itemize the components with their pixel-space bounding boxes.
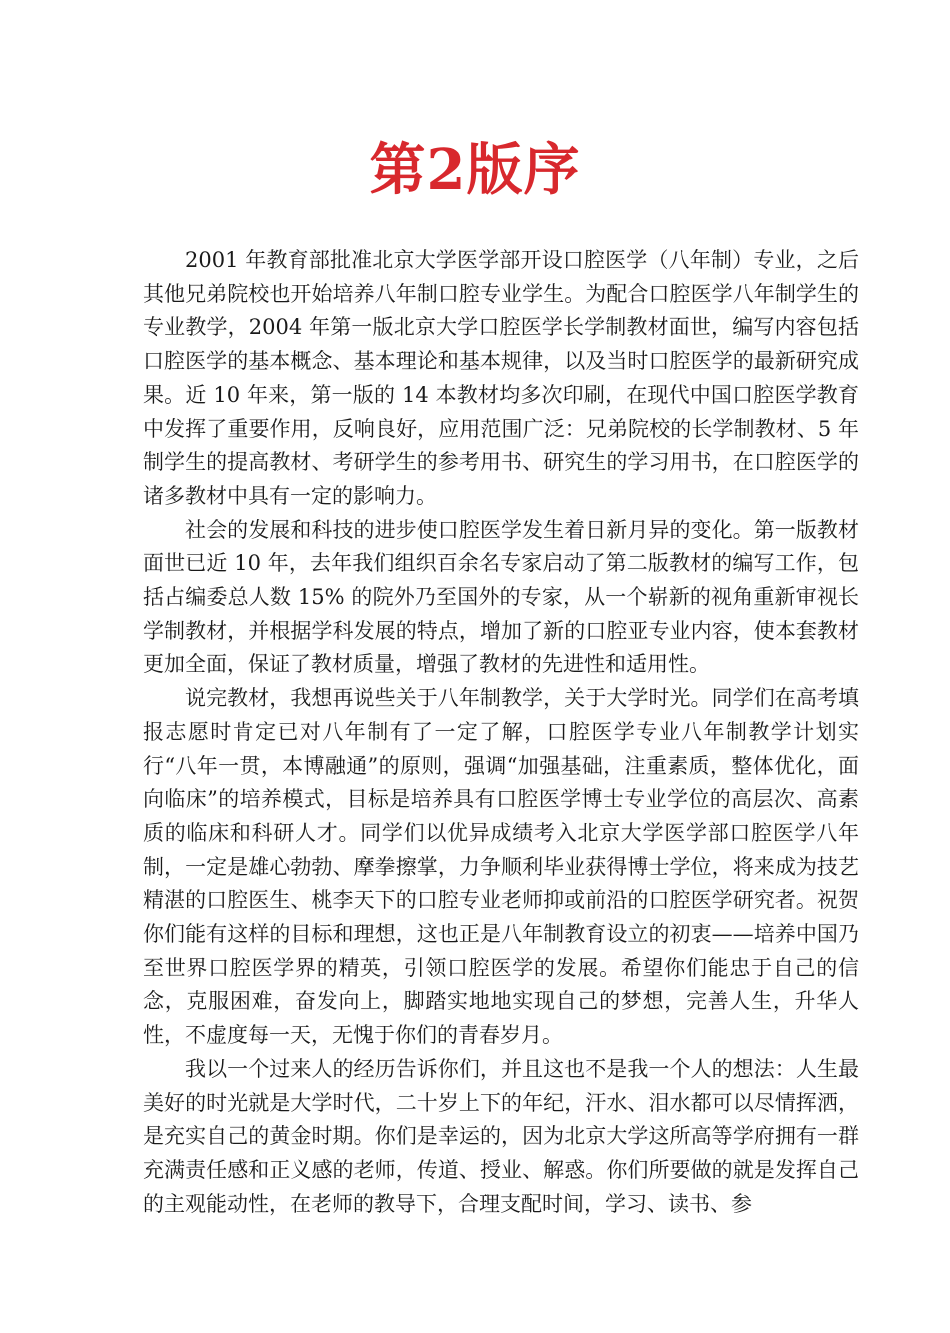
paragraph: 社会的发展和科技的进步使口腔医学发生着日新月异的变化。第一版教材面世已近 10 年，去年我们组织百余名专家启动了第二版教材的编写工作，包括占编委总人数 15% 的院外乃至国外的专家，从一个崭新的视角重新审视长学制教材，并根据学科发展的特点，增加了新的口腔亚专业内容，使本套教材更加全面，保证了教材质量，增强了教材的先进性和适用性。 [143,517,859,677]
page-title: 第2版序 [369,137,581,203]
paragraph: 说完教材，我想再说些关于八年制教学，关于大学时光。同学们在高考填报志愿时肯定已对八年制有了一定了解，口腔医学专业八年制教学计划实行“八年一贯，本博融通”的原则，强调“加强基础，注重素质，整体优化，面向临床”的培养模式，目标是培养具有口腔医学博士专业学位的高层次、高素质的临床和科研人才。同学们以优异成绩考入北京大学医学部口腔医学八年制，一定是雄心勃勃、摩拳擦掌，力争顺利毕业获得博士学位，将来成为技艺精湛的口腔医生、桃李天下的口腔专业老师抑或前沿的口腔医学研究者。祝贺你们能有这样的目标和理想，这也正是八年制教育设立的初衷——培养中国乃至世界口腔医学界的精英，引领口腔医学的发展。希望你们能忠于自己的信念，克服困难，奋发向上，脚踏实地地实现自己的梦想，完善人生，升华人性，不虚度每一天，无愧于你们的青春岁月。 [143,686,859,1048]
preface-body [143,244,859,1221]
paragraph: 我以一个过来人的经历告诉你们，并且这也不是我一个人的想法：人生最美好的时光就是大学时代，二十岁上下的年纪，汗水、泪水都可以尽情挥洒，是充实自己的黄金时期。你们是幸运的，因为北京大学这所高等学府拥有一群充满责任感和正义感的老师，传道、授业、解惑。你们所要做的就是发挥自己的主观能动性，在老师的教导下，合理支配时间，学习、读书、参 [143,1056,859,1216]
paragraph: 2001 年教育部批准北京大学医学部开设口腔医学（八年制）专业，之后其他兄弟院校也开始培养八年制口腔专业学生。为配合口腔医学八年制学生的专业教学，2004 年第一版北京大学口腔医学长学制教材面世，编写内容包括口腔医学的基本概念、基本理论和基本规律，以及当时口腔医学的最新研究成果。近 10 年来，第一版的 14 本教材均多次印刷，在现代中国口腔医学教育中发挥了重要作用，反响良好，应用范围广泛：兄弟院校的长学制教材、5 年制学生的提高教材、考研学生的参考用书、研究生的学习用书，在口腔医学的诸多教材中具有一定的影响力。 [143,248,859,508]
